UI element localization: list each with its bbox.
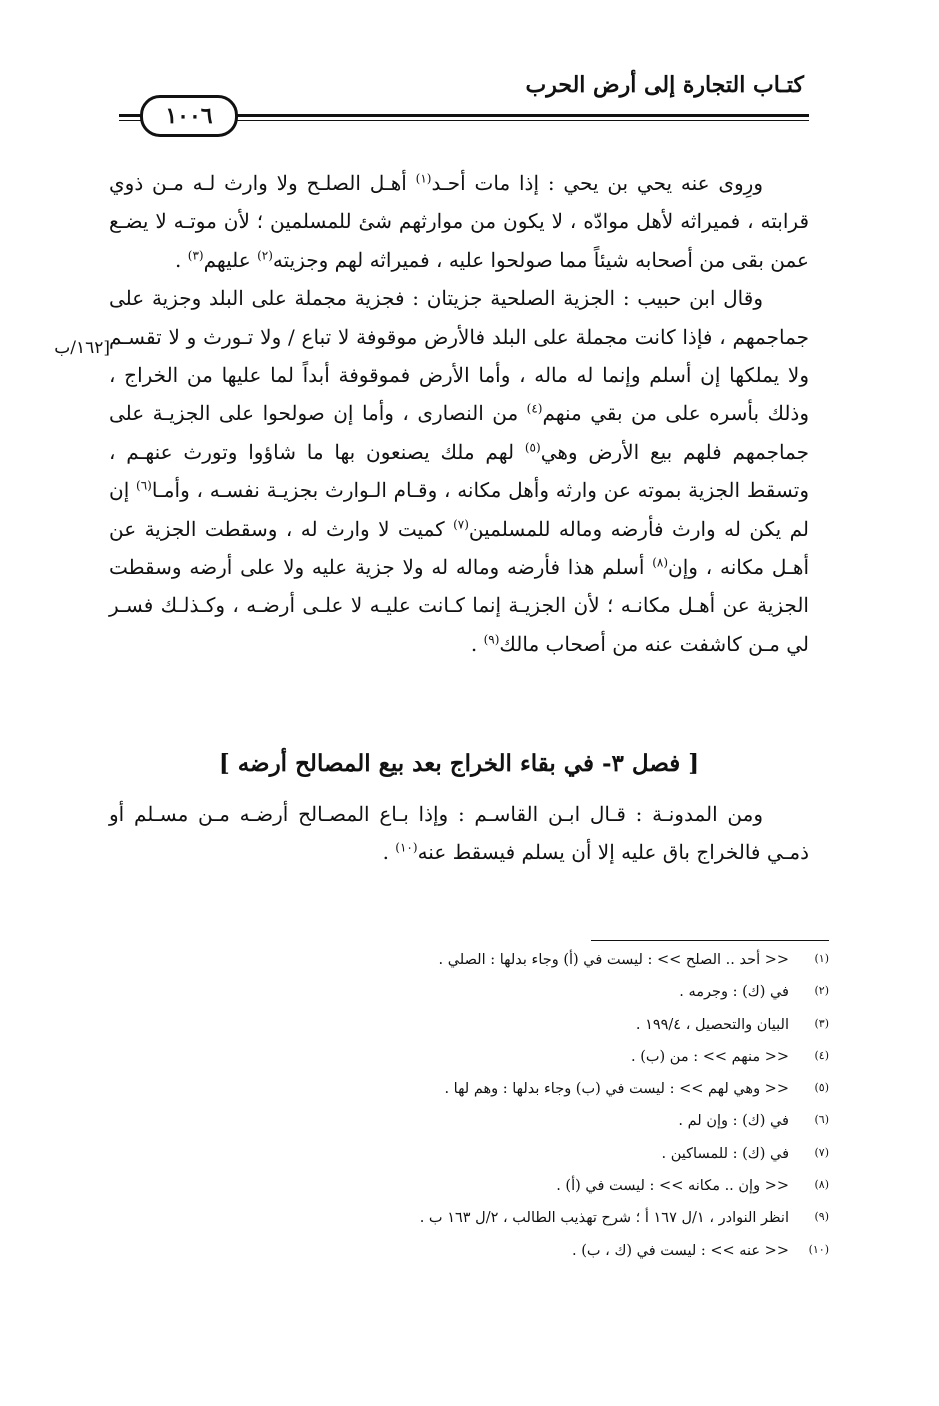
text-run: من النصارى ، وأما إن صولحوا على الجزيـة على جماجمهم فلهم بيع الأرض وهي	[109, 401, 809, 464]
footnote-text: << وهي لهم >> : ليست في (ب) وجاء بدلها : وهم لها .	[444, 1081, 789, 1098]
footnote-number: (٥)	[814, 1081, 829, 1095]
footnote-separator	[591, 940, 829, 941]
footnote-text: << وإن .. مكانه >> : ليست في (أ) .	[556, 1178, 789, 1195]
footnote-number: (٩)	[814, 1210, 829, 1224]
footnote-text: في (ك) : وجرمه .	[679, 984, 789, 1001]
text-run: أسلم هذا فأرضه وماله له ولا جزية عليه ولا على أرضه وسقطت الجزية عن أهـل مكانـه ؛ لأن الجزيـة إنما كـانت عليـه لا علـى أرضـه ، وكـذلـك فسـر لي مـن كاشفت عنه من أصحاب مالك	[109, 555, 809, 656]
text-run: وقال ابن حبيب : الجزية الصلحية جزيتان : فجزية مجملة على البلد وجزية على جماجمهم ، فإذا كانت مجملة على البلد فالأرض موقوفة لا تباع / ولا تـورث و لا تقسـم ولا يملكها إن أسلم وإنما له ماله ، وأما الأرض فموقوفة أبداً لما عليها من الخراج ، وذلك بأسره على من بقي منهم	[109, 286, 809, 426]
footnote	[129, 1178, 829, 1210]
footnote-marker: (٨)	[652, 555, 669, 570]
footnote	[129, 1017, 829, 1049]
footnote	[129, 984, 829, 1016]
footnote-marker: (٧)	[453, 517, 469, 531]
footnote-text: انظر النوادر ، ١/ل ١٦٧ أ ؛ شرح تهذيب الطالب ، ٢/ل ١٦٣ ب .	[419, 1210, 789, 1227]
margin-folio-note: [١٦٢/ب	[54, 338, 110, 358]
footnote-number: (٧)	[814, 1145, 829, 1159]
paragraph-2	[109, 279, 809, 663]
text-run: .	[175, 247, 188, 272]
main-text	[109, 164, 809, 663]
footnote-marker: (٤)	[526, 401, 543, 416]
paragraph-1	[109, 164, 809, 279]
footnote	[129, 1113, 829, 1145]
footnote-marker: (٦)	[136, 478, 152, 493]
text-run: أهـل الصلـح ولا وارث لـه مـن ذوي قرابته ، فميراثه لأهل موادّه ، لا يكون من موارثهم شئ للمسلمين ؛ لأن موتـه لا يضـع عمن بقى من أصحابه شيئاً مما صولحوا عليه ، فميراثه لهم وجزيته	[109, 171, 809, 272]
footnotes-list	[129, 952, 829, 1275]
section-text	[109, 795, 809, 872]
text-run: .	[382, 840, 396, 865]
footnote-number: (٤)	[814, 1048, 829, 1062]
text-run: .	[470, 631, 484, 656]
footnote-text: في (ك) : وإن لم .	[678, 1113, 789, 1130]
text-run: لهم ملك يصنعون بها ما شاؤوا وتورث عنهـم ، وتسقط الجزية بموته عن وارثه وأهل مكانه ، وقـام الـوارث بجزيـة نفسـه ، وأمـا	[109, 439, 809, 503]
footnote	[129, 952, 829, 984]
footnote-text: << منهم >> : من (ب) .	[631, 1048, 789, 1065]
footnote-marker: (٣)	[187, 248, 204, 263]
footnote-number: (٦)	[814, 1113, 829, 1127]
text-run: عليهم	[203, 247, 258, 272]
footnote	[129, 1081, 829, 1113]
footnote-marker: (٥)	[524, 440, 541, 455]
text-run: ورِوى عنه يحي بن يحي : إذا مات أحـد	[431, 171, 764, 195]
text-run: كميت لا وارث له ، وسقطت الجزية عن أهـل مكانه ، وإن	[109, 516, 810, 580]
text-run: ومن المدونـة : قـال ابـن القاسـم : وإذا بـاع المصـالح أرضـه مـن مسـلم أو ذمـي فالخراج باق عليه إلا أن يسلم فيسقط عنه	[109, 802, 809, 865]
footnote-marker: (١٠)	[395, 840, 418, 855]
section-paragraph-1	[109, 795, 809, 872]
footnote-number: (٢)	[814, 984, 829, 998]
footnote-number: (٨)	[814, 1178, 829, 1192]
footnote	[129, 1146, 829, 1178]
footnote-marker: (٢)	[257, 248, 273, 263]
footnote-text: في (ك) : للمساكين .	[661, 1145, 789, 1162]
footnote-text: << عنه >> : ليست في (ك ، ب) .	[572, 1242, 789, 1259]
footnote	[129, 1243, 829, 1275]
footnote	[129, 1210, 829, 1242]
page-number: ١٠٠٦	[140, 95, 238, 137]
running-header-title: كتـاب التجارة إلى أرض الحرب	[525, 72, 804, 98]
section-heading: [ فصل ٣- في بقاء الخراج بعد بيع المصالح أرضه ]	[218, 750, 700, 777]
text-run: إن لم يكن له وارث فأرضه وماله للمسلمين	[109, 478, 810, 541]
footnote	[129, 1049, 829, 1081]
footnote-number: (١)	[814, 952, 829, 965]
footnote-number: (٣)	[814, 1016, 829, 1030]
footnote-marker: (١)	[415, 171, 432, 186]
footnote-text: البيان والتحصيل ، ١٩٩/٤ .	[635, 1016, 789, 1033]
footnote-number: (١٠)	[808, 1242, 829, 1256]
footnote-marker: (٩)	[483, 632, 500, 647]
footnote-text: << أحد .. الصلح >> : ليست في (أ) وجاء بدلها : الصلي .	[438, 952, 789, 968]
